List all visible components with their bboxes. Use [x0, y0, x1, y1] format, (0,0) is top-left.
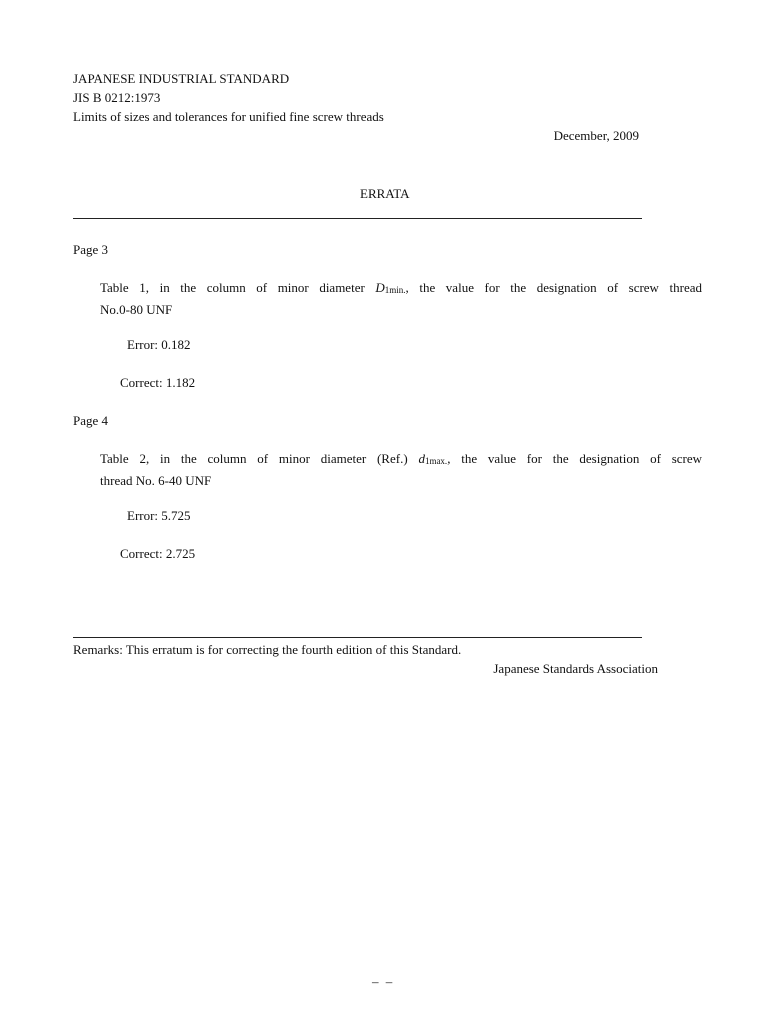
issuer-name: Japanese Standards Association	[493, 661, 658, 676]
dimension-subscript: 1min.	[384, 285, 406, 295]
entry-description-line2: No.0-80 UNF	[100, 302, 173, 317]
entry-description	[100, 449, 702, 490]
error-value: Error: 0.182	[127, 337, 191, 352]
top-divider	[73, 218, 642, 219]
remarks-text: Remarks: This erratum is for correcting the fourth edition of this Standard.	[73, 642, 462, 657]
page-number-marker: – –	[372, 974, 395, 989]
header-org: JAPANESE INDUSTRIAL STANDARD	[73, 71, 290, 86]
header-date: December, 2009	[553, 128, 639, 143]
error-value: Error: 5.725	[127, 508, 191, 523]
dimension-symbol: d	[418, 451, 425, 466]
entry-page-label: Page 3	[73, 242, 109, 257]
bottom-divider	[73, 637, 642, 638]
entry-page-label: Page 4	[73, 413, 109, 428]
entry-description-line1: Table 1, in the column of minor diameter D1min., the value for the designation of screw thread	[100, 280, 703, 295]
correct-value: Correct: 2.725	[120, 546, 196, 561]
correct-value: Correct: 1.182	[120, 375, 196, 390]
header-standard-number: JIS B 0212:1973	[73, 90, 161, 105]
entry-description	[100, 278, 702, 319]
entry-description-line1: Table 2, in the column of minor diameter (Ref.) d1max., the value for the designation of screw	[100, 451, 703, 466]
entry-description-line2: thread No. 6-40 UNF	[100, 473, 212, 488]
dimension-subscript: 1max.	[424, 456, 448, 466]
dimension-symbol: D	[375, 280, 385, 295]
page-title: ERRATA	[360, 186, 410, 201]
header-standard-title: Limits of sizes and tolerances for unified fine screw threads	[73, 109, 384, 124]
